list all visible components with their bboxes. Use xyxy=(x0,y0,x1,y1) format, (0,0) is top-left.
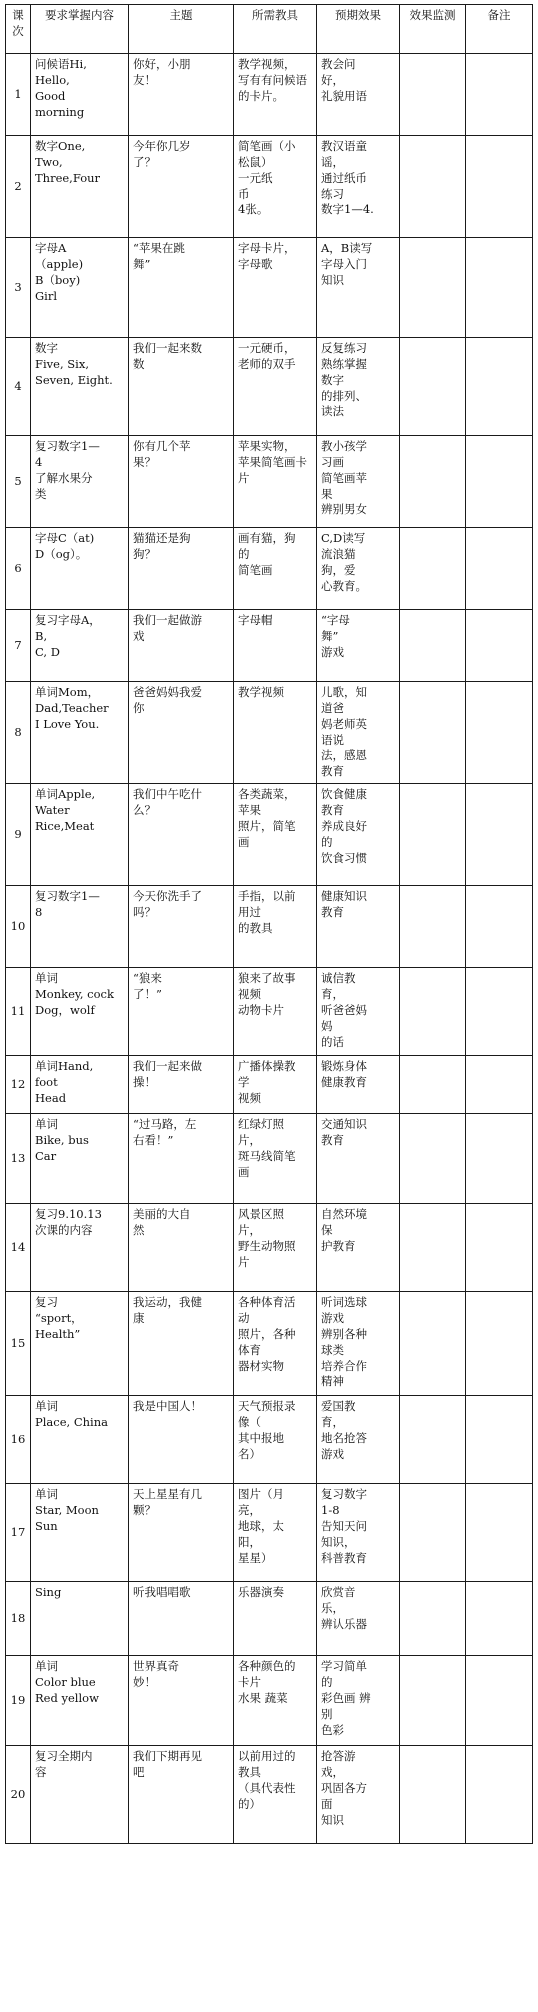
table-row xyxy=(6,784,533,886)
lesson-effect-monitoring xyxy=(400,968,466,1056)
lesson-expected-effect: 儿歌，知 道爸 妈老师英 语说 法，感恩 教育 xyxy=(317,682,400,784)
lesson-effect-monitoring xyxy=(400,436,466,528)
lesson-content: 单词Apple, Water Rice,Meat xyxy=(31,784,129,886)
lesson-expected-effect: 爱国教 育， 地名抢答 游戏 xyxy=(317,1396,400,1484)
lesson-content: 单词Mom， Dad,Teacher I Love You. xyxy=(31,682,129,784)
lesson-expected-effect: A，B读写 字母入门 知识 xyxy=(317,238,400,338)
lesson-materials: 红绿灯照 片， 斑马线简笔 画 xyxy=(234,1114,317,1204)
lesson-topic: 你好，小朋 友！ xyxy=(129,54,234,136)
lesson-materials: 乐器演奏 xyxy=(234,1582,317,1656)
lesson-topic: 听我唱唱歌 xyxy=(129,1582,234,1656)
lesson-note xyxy=(466,1292,533,1396)
lesson-expected-effect: 自然环境 保 护教育 xyxy=(317,1204,400,1292)
lesson-content: 单词 Bike, bus Car xyxy=(31,1114,129,1204)
lesson-effect-monitoring xyxy=(400,1204,466,1292)
lesson-effect-monitoring xyxy=(400,1656,466,1746)
table-row xyxy=(6,682,533,784)
lesson-number: 8 xyxy=(6,682,31,784)
lesson-effect-monitoring xyxy=(400,54,466,136)
lesson-materials: 简笔画（小 松鼠） 一元纸 币 4张。 xyxy=(234,136,317,238)
lesson-content: 复习数字1— 8 xyxy=(31,886,129,968)
header-expected-effect: 预期效果 xyxy=(317,5,400,54)
lesson-content: 单词 Monkey, cock Dog，wolf xyxy=(31,968,129,1056)
lesson-materials: 各种体育活 动 照片，各种 体育 器材实物 xyxy=(234,1292,317,1396)
lesson-materials: 广播体操教 学 视频 xyxy=(234,1056,317,1114)
table-row xyxy=(6,1484,533,1582)
lesson-expected-effect: 诚信教 育， 听爸爸妈 妈 的话 xyxy=(317,968,400,1056)
lesson-effect-monitoring xyxy=(400,682,466,784)
lesson-effect-monitoring xyxy=(400,238,466,338)
lesson-expected-effect: 复习数字 1-8 告知天问 知识， 科普教育 xyxy=(317,1484,400,1582)
lesson-note xyxy=(466,238,533,338)
lesson-content: 字母A （apple) B（boy) Girl xyxy=(31,238,129,338)
lesson-topic: 我们一起来做 操！ xyxy=(129,1056,234,1114)
lesson-number: 9 xyxy=(6,784,31,886)
lesson-number: 10 xyxy=(6,886,31,968)
lesson-number: 6 xyxy=(6,528,31,610)
header-topic: 主题 xyxy=(129,5,234,54)
lesson-note xyxy=(466,1114,533,1204)
lesson-note xyxy=(466,338,533,436)
lesson-materials: 各种颜色的 卡片 水果 蔬菜 xyxy=(234,1656,317,1746)
lesson-note xyxy=(466,682,533,784)
lesson-effect-monitoring xyxy=(400,136,466,238)
lesson-number: 11 xyxy=(6,968,31,1056)
lesson-note xyxy=(466,54,533,136)
lesson-expected-effect: 听词选球 游戏 辨别各种 球类 培养合作 精神 xyxy=(317,1292,400,1396)
lesson-topic: 我们下期再见 吧 xyxy=(129,1746,234,1844)
table-row xyxy=(6,1396,533,1484)
lesson-content: 复习 “sport， Health” xyxy=(31,1292,129,1396)
lesson-number: 13 xyxy=(6,1114,31,1204)
lesson-number: 3 xyxy=(6,238,31,338)
lesson-topic: “苹果在跳 舞” xyxy=(129,238,234,338)
lesson-number: 4 xyxy=(6,338,31,436)
table-row xyxy=(6,1204,533,1292)
lesson-number: 18 xyxy=(6,1582,31,1656)
table-row xyxy=(6,968,533,1056)
lesson-materials: 手指，以前 用过 的教具 xyxy=(234,886,317,968)
table-row xyxy=(6,1114,533,1204)
lesson-materials: 风景区照 片， 野生动物照 片 xyxy=(234,1204,317,1292)
lesson-materials: 字母帽 xyxy=(234,610,317,682)
lesson-content: 复习字母A， B, C, D xyxy=(31,610,129,682)
table-row xyxy=(6,1292,533,1396)
lesson-materials: 教学视频 xyxy=(234,682,317,784)
lesson-topic: 我运动，我健 康 xyxy=(129,1292,234,1396)
lesson-topic: 猫猫还是狗 狗？ xyxy=(129,528,234,610)
lesson-number: 7 xyxy=(6,610,31,682)
lesson-effect-monitoring xyxy=(400,528,466,610)
lesson-number: 12 xyxy=(6,1056,31,1114)
lesson-plan-table xyxy=(5,4,533,1844)
table-row xyxy=(6,886,533,968)
header-lesson-no: 课次 xyxy=(6,5,31,54)
lesson-note xyxy=(466,1746,533,1844)
table-row xyxy=(6,528,533,610)
table-row xyxy=(6,1056,533,1114)
lesson-topic: “狼来 了！” xyxy=(129,968,234,1056)
header-notes: 备注 xyxy=(466,5,533,54)
lesson-expected-effect: “字母 舞” 游戏 xyxy=(317,610,400,682)
lesson-effect-monitoring xyxy=(400,1056,466,1114)
table-row xyxy=(6,610,533,682)
lesson-effect-monitoring xyxy=(400,1582,466,1656)
lesson-materials: 以前用过的 教具 （具代表性 的） xyxy=(234,1746,317,1844)
table-row xyxy=(6,136,533,238)
table-row xyxy=(6,1656,533,1746)
lesson-expected-effect: 教会问 好， 礼貌用语 xyxy=(317,54,400,136)
lesson-content: 字母C（at) D（og）。 xyxy=(31,528,129,610)
lesson-expected-effect: 交通知识 教育 xyxy=(317,1114,400,1204)
lesson-number: 1 xyxy=(6,54,31,136)
lesson-topic: 你有几个苹 果？ xyxy=(129,436,234,528)
header-materials: 所需教具 xyxy=(234,5,317,54)
lesson-content: 数字 Five, Six, Seven, Eight. xyxy=(31,338,129,436)
lesson-content: 单词 Place, China xyxy=(31,1396,129,1484)
lesson-topic: 世界真奇 妙！ xyxy=(129,1656,234,1746)
table-row xyxy=(6,436,533,528)
lesson-content: 问候语Hi, Hello, Good morning xyxy=(31,54,129,136)
lesson-materials: 字母卡片， 字母歌 xyxy=(234,238,317,338)
header-content: 要求掌握内容 xyxy=(31,5,129,54)
lesson-number: 5 xyxy=(6,436,31,528)
lesson-effect-monitoring xyxy=(400,886,466,968)
lesson-effect-monitoring xyxy=(400,1484,466,1582)
table-row xyxy=(6,1746,533,1844)
lesson-effect-monitoring xyxy=(400,338,466,436)
lesson-topic: 我们中午吃什 么？ xyxy=(129,784,234,886)
lesson-topic: 我们一起做游 戏 xyxy=(129,610,234,682)
lesson-content: 数字One, Two, Three,Four xyxy=(31,136,129,238)
lesson-effect-monitoring xyxy=(400,1396,466,1484)
lesson-content: Sing xyxy=(31,1582,129,1656)
lesson-effect-monitoring xyxy=(400,784,466,886)
lesson-note xyxy=(466,1204,533,1292)
lesson-effect-monitoring xyxy=(400,610,466,682)
lesson-note xyxy=(466,528,533,610)
lesson-note xyxy=(466,436,533,528)
lesson-expected-effect: 教小孩学 习画 简笔画苹 果 辨别男女 xyxy=(317,436,400,528)
lesson-topic: “过马路，左 右看！” xyxy=(129,1114,234,1204)
lesson-expected-effect: 反复练习 熟练掌握 数字 的排列、 读法 xyxy=(317,338,400,436)
lesson-effect-monitoring xyxy=(400,1746,466,1844)
lesson-note xyxy=(466,886,533,968)
lesson-materials: 各类蔬菜， 苹果 照片，简笔 画 xyxy=(234,784,317,886)
header-row xyxy=(6,5,533,54)
lesson-note xyxy=(466,1056,533,1114)
lesson-topic: 今天你洗手了 吗？ xyxy=(129,886,234,968)
lesson-content: 复习全期内 容 xyxy=(31,1746,129,1844)
lesson-note xyxy=(466,136,533,238)
lesson-note xyxy=(466,968,533,1056)
lesson-note xyxy=(466,1484,533,1582)
lesson-note xyxy=(466,610,533,682)
lesson-materials: 教学视频， 写有有问候语 的卡片。 xyxy=(234,54,317,136)
header-effect-monitoring: 效果监测 xyxy=(400,5,466,54)
lesson-materials: 狼来了故事 视频 动物卡片 xyxy=(234,968,317,1056)
lesson-expected-effect: 锻炼身体 健康教育 xyxy=(317,1056,400,1114)
lesson-expected-effect: 抢答游 戏， 巩固各方 面 知识 xyxy=(317,1746,400,1844)
lesson-expected-effect: 欣赏音 乐， 辨认乐器 xyxy=(317,1582,400,1656)
lesson-topic: 美丽的大自 然 xyxy=(129,1204,234,1292)
lesson-note xyxy=(466,784,533,886)
lesson-materials: 一元硬币， 老师的双手 xyxy=(234,338,317,436)
lesson-topic: 天上星星有几 颗？ xyxy=(129,1484,234,1582)
lesson-materials: 画有猫，狗 的 简笔画 xyxy=(234,528,317,610)
table-row xyxy=(6,338,533,436)
lesson-note xyxy=(466,1656,533,1746)
lesson-content: 单词 Star, Moon Sun xyxy=(31,1484,129,1582)
lesson-expected-effect: 学习简单 的 彩色画 辨 别 色彩 xyxy=(317,1656,400,1746)
lesson-materials: 苹果实物， 苹果简笔画卡 片 xyxy=(234,436,317,528)
lesson-number: 16 xyxy=(6,1396,31,1484)
lesson-note xyxy=(466,1396,533,1484)
lesson-content: 复习数字1— 4 了解水果分 类 xyxy=(31,436,129,528)
lesson-note xyxy=(466,1582,533,1656)
lesson-number: 14 xyxy=(6,1204,31,1292)
lesson-materials: 天气预报录 像（ 其中报地 名） xyxy=(234,1396,317,1484)
lesson-topic: 我是中国人！ xyxy=(129,1396,234,1484)
lesson-expected-effect: C,D读写 流浪猫 狗，爱 心教育。 xyxy=(317,528,400,610)
lesson-expected-effect: 饮食健康 教育 养成良好 的 饮食习惯 xyxy=(317,784,400,886)
lesson-content: 单词Hand, foot Head xyxy=(31,1056,129,1114)
lesson-number: 19 xyxy=(6,1656,31,1746)
table-row xyxy=(6,54,533,136)
lesson-effect-monitoring xyxy=(400,1292,466,1396)
lesson-expected-effect: 健康知识 教育 xyxy=(317,886,400,968)
lesson-number: 20 xyxy=(6,1746,31,1844)
lesson-expected-effect: 教汉语童 谣， 通过纸币 练习 数字1—4. xyxy=(317,136,400,238)
lesson-materials: 图片（月 亮， 地球，太 阳， 星星） xyxy=(234,1484,317,1582)
lesson-topic: 今年你几岁 了？ xyxy=(129,136,234,238)
table-row xyxy=(6,1582,533,1656)
lesson-effect-monitoring xyxy=(400,1114,466,1204)
lesson-number: 17 xyxy=(6,1484,31,1582)
lesson-number: 2 xyxy=(6,136,31,238)
lesson-topic: 我们一起来数 数 xyxy=(129,338,234,436)
lesson-content: 复习9.10.13 次课的内容 xyxy=(31,1204,129,1292)
lesson-topic: 爸爸妈妈我爱 你 xyxy=(129,682,234,784)
table-row xyxy=(6,238,533,338)
lesson-content: 单词 Color blue Red yellow xyxy=(31,1656,129,1746)
lesson-number: 15 xyxy=(6,1292,31,1396)
